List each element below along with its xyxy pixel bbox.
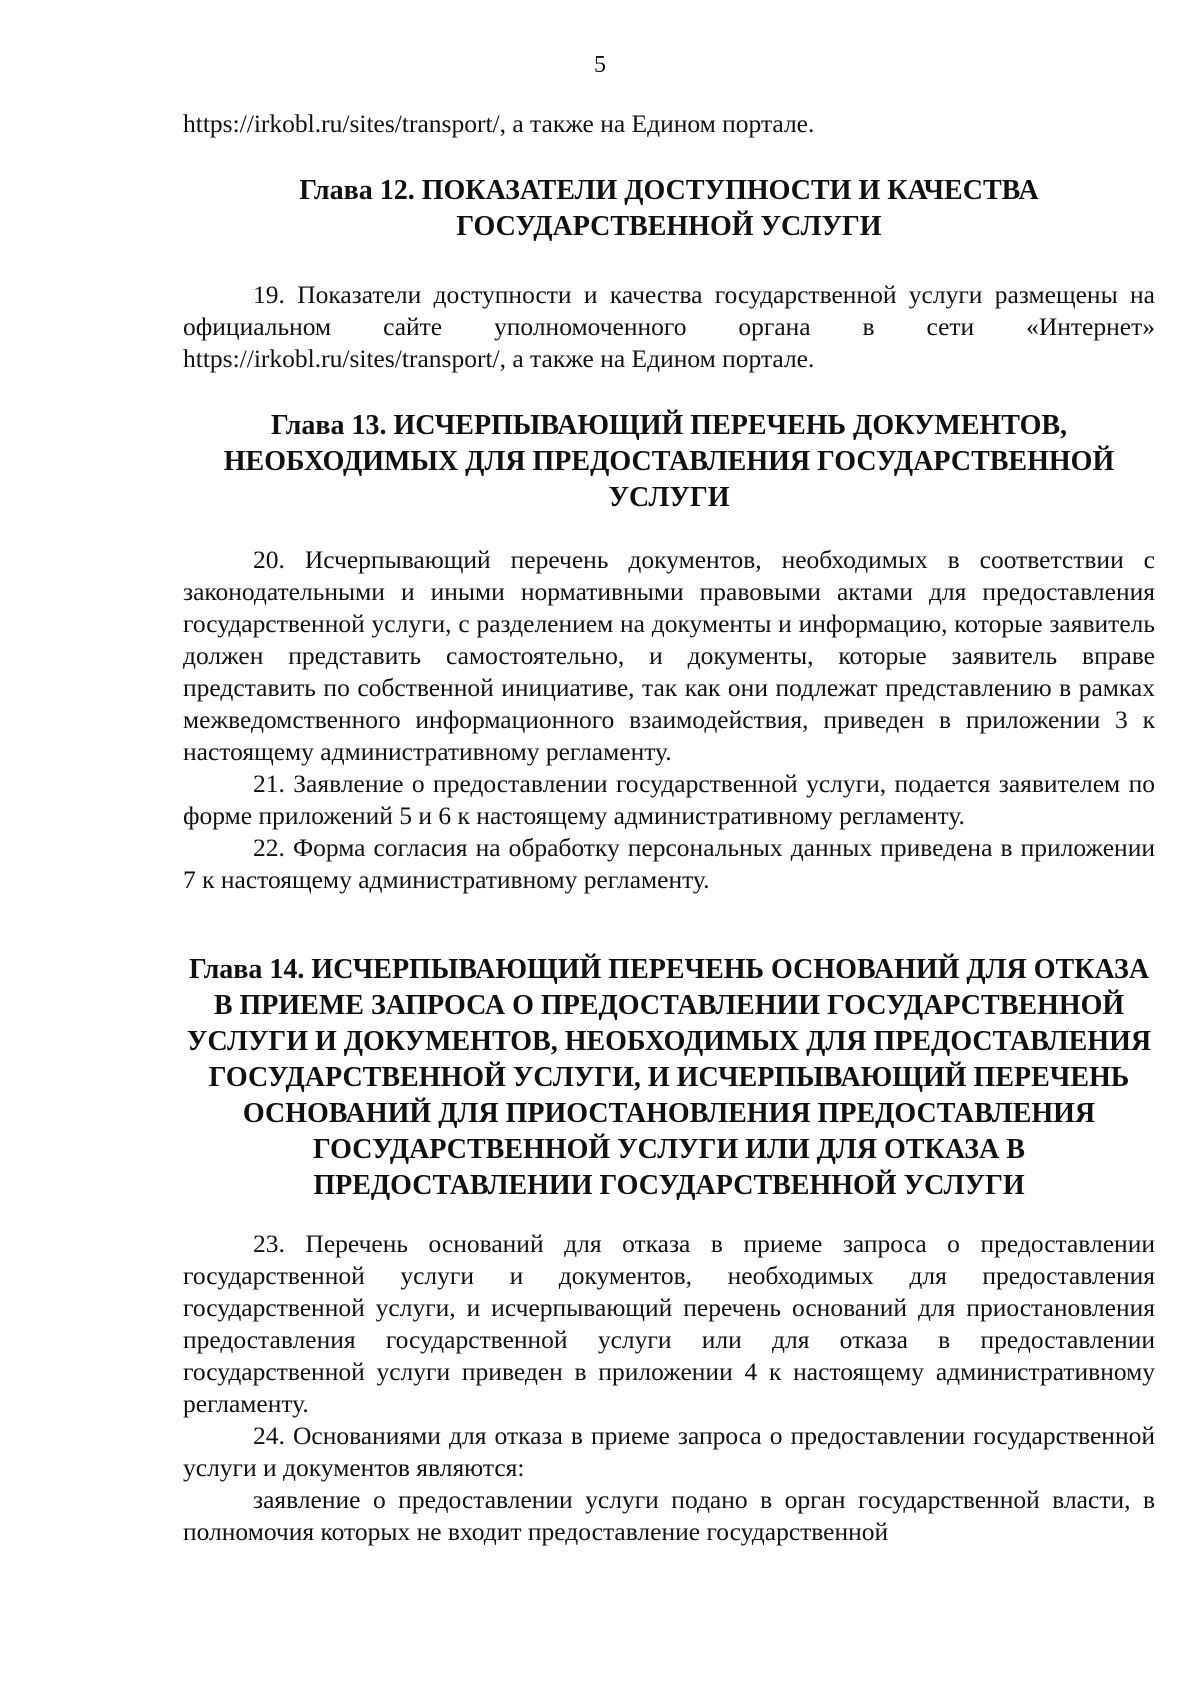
paragraph-22: 22. Форма согласия на обработку персональных данных приведена в приложении 7 к настоящему административному регламенту. xyxy=(183,833,1155,894)
paragraph-21: 21. Заявление о предоставлении государственной услуги, подается заявителем по форме приложений 5 и 6 к настоящему административному регламенту. xyxy=(183,769,1155,830)
paragraph-24: 24. Основаниями для отказа в приеме запроса о предоставлении государственной услуги и документов являются: xyxy=(183,1421,1155,1482)
chapter-14-heading: Глава 14. ИСЧЕРПЫВАЮЩИЙ ПЕРЕЧЕНЬ ОСНОВАНИЙ ДЛЯ ОТКАЗА В ПРИЕМЕ ЗАПРОСА О ПРЕДОСТАВЛЕНИИ ГОСУДАРСТВЕННОЙ УСЛУГИ И ДОКУМЕНТОВ, НЕОБХОДИМЫХ ДЛЯ ПРЕДОСТАВЛЕНИЯ ГОСУДАРСТВЕННОЙ УСЛУГИ, И ИСЧЕРПЫВАЮЩИЙ ПЕРЕЧЕНЬ ОСНОВАНИЙ ДЛЯ ПРИОСТАНОВЛЕНИЯ ПРЕДОСТАВЛЕНИЯ ГОСУДАРСТВЕННОЙ УСЛУГИ ИЛИ ДЛЯ ОТКАЗА В ПРЕДОСТАВЛЕНИИ ГОСУДАРСТВЕННОЙ УСЛУГИ xyxy=(186,954,1152,1201)
chapter-13-heading: Глава 13. ИСЧЕРПЫВАЮЩИЙ ПЕРЕЧЕНЬ ДОКУМЕНТОВ, НЕОБХОДИМЫХ ДЛЯ ПРЕДОСТАВЛЕНИЯ ГОСУДАРСТВЕННОЙ УСЛУГИ xyxy=(223,410,1115,513)
paragraph-23: 23. Перечень оснований для отказа в приеме запроса о предоставлении государственной услуги и документов, необходимых для предоставления государственной услуги, и исчерпывающий перечень оснований для приостановления предоставления государственной услуги или для отказа в предоставлении государственной услуги приведен в приложении 4 к настоящему административному регламенту. xyxy=(183,1229,1155,1418)
paragraph-20: 20. Исчерпывающий перечень документов, необходимых в соответствии с законодательными и иными нормативными правовыми актами для предоставления государственной услуги, с разделением на документы и информацию, которые заявитель должен представить самостоятельно, и документы, которые заявитель вправе представить по собственной инициативе, так как они подлежат представлению в рамках межведомственного информационного взаимодействия, приведен в приложении 3 к настоящему административному регламенту. xyxy=(183,545,1155,766)
paragraph-19: 19. Показатели доступности и качества государственной услуги размещены на официальном сайте уполномоченного органа в сети «Интернет» https://irkobl.ru/sites/transport/, а также на Едином портале. xyxy=(183,280,1155,373)
paragraph-24-item: заявление о предоставлении услуги подано в орган государственной власти, в полномочия которых не входит предоставление государственной xyxy=(183,1485,1155,1546)
chapter-12-heading: Глава 12. ПОКАЗАТЕЛИ ДОСТУПНОСТИ И КАЧЕСТВА ГОСУДАРСТВЕННОЙ УСЛУГИ xyxy=(299,175,1039,242)
page-number: 5 xyxy=(594,52,606,78)
continuation-line: https://irkobl.ru/sites/transport/, а также на Едином портале. xyxy=(183,109,815,138)
document-body xyxy=(183,108,1155,1548)
